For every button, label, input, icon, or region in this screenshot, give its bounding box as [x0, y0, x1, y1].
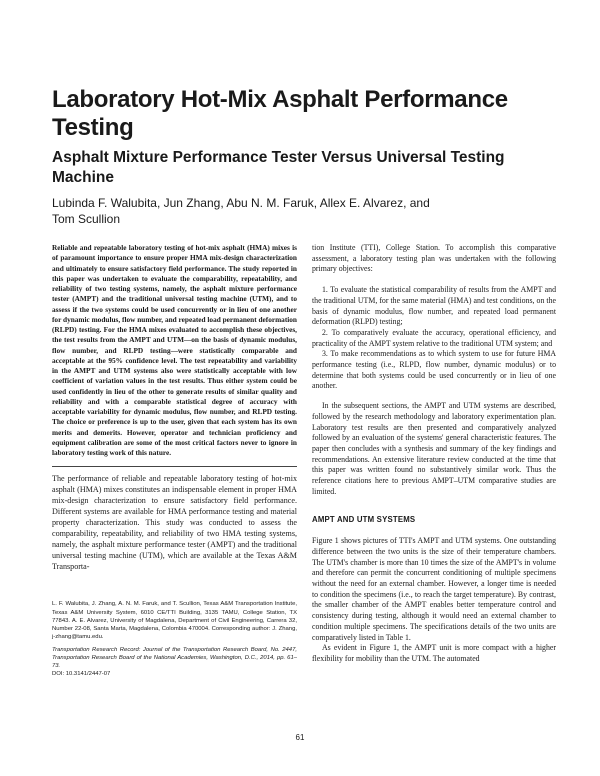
objective-item: 3. To make recommendations as to which system to use for future HMA performance testing (i.e., RLPD, flow number, dynamic modulus) or to determine that both systems could be used concurrently or in lieu of one another.: [312, 349, 556, 391]
objectives-list: [312, 285, 556, 392]
mobility-paragraph: As evident in Figure 1, the AMPT unit is more compact with a higher flexibility for mobility than the UTM. The automated: [312, 643, 556, 663]
abstract: Reliable and repeatable laboratory testing of hot-mix asphalt (HMA) mixes is of paramount importance to ensure proper HMA mix-design characterization and ultimately to ensure satisfactory field performance. The study reported in this paper was undertaken to evaluate the comparability, repeatability, and reliability of two testing systems, namely, the asphalt mixture performance tester (AMPT) and the traditional universal testing machine (UTM), and to assess if the two systems could be used concurrently or in lieu of one another for dynamic modulus, flow number, and repeated load permanent deformation (RLPD) testing. For the HMA mixes evaluated to accomplish these objectives, the test results from the AMPT and UTM—on the basis of dynamic modulus, flow number, and RLPD testing—were statistically comparable and acceptable at the 95% confidence level. The test repeatability and variability in the AMPT and UTM systems also were statistically acceptable with low coefficient of variation values in the test results. Thus either system could be used confidently in lieu of the other to generate results of similar quality and reliability and with a comparable statistical degree of accuracy with acceptable variability for dynamic modulus, flow number, and RLPD testing. The choice or preference is up to the user, given that each system has its own merits and demerits. However, operator and technician proficiency and equipment calibration are some of the most critical factors never to ignore in laboratory testing work of this nature.: [52, 243, 297, 457]
abstract-divider: [52, 466, 297, 467]
objective-item: 2. To comparatively evaluate the accuracy, operational efficiency, and practicality of the AMPT system relative to the traditional UTM system; and: [312, 327, 556, 348]
page-number: 61: [295, 733, 305, 742]
systems-paragraph: Figure 1 shows pictures of TTI's AMPT and UTM systems. One outstanding difference between the two units is the size of their temperature chambers. The UTM's chamber is more than 10 times the size of the AMPT's in volume and therefore can permit the concurrent conditioning of multiple specimens without the need for an external chamber. However, a longer time is needed to condition the specimens (i.e., to reach the target temperature). By contrast, the smaller chamber of the AMPT enables better temperature control and consistency during testing, although it would need an external chamber to condition multiple specimens. The specifications details of the two units are comparatively listed in Table 1.: [312, 536, 556, 642]
paper-subtitle: Asphalt Mixture Performance Tester Versus Universal Testing Machine: [52, 149, 505, 186]
title-block: [52, 86, 552, 188]
intro-paragraph: The performance of reliable and repeatable laboratory testing of hot-mix asphalt (HMA) mixes constitutes an indispensable element in proper HMA mix-design characterization to ensure satisfactory field performance. Different systems are available for HMA performance testing and material property characterization. This study was conducted to assess the comparability, repeatability, and reliability of two HMA testing systems, namely, the asphalt mixture performance tester (AMPT) and the traditional universal testing machine (UTM), which are available at the Texas A&M Transporta-: [52, 474, 297, 571]
structure-paragraph: In the subsequent sections, the AMPT and UTM systems are described, followed by the research methodology and laboratory experimentation plan. Laboratory test results are then presented and comparatively analyzed followed by an evaluation of the systems' general characteristic features. The paper then concludes with a synthesis and summary of the key findings and recommendations. An extensive literature review conducted at the time that this paper was written found no substantively similar work. Thus the reference citations here to previous AMPT–UTM comparative studies are limited.: [312, 401, 556, 496]
author-list: Lubinda F. Walubita, Jun Zhang, Abu N. M. Faruk, Allex E. Alvarez, and Tom Scullion: [52, 196, 430, 226]
citation-note: Transportation Research Record: Journal of the Transportation Research Board, No. 2447, Transportation Research Board of the National Academies, Washington, D.C., 2014, pp. 61–73.: [52, 646, 297, 670]
right-column: [312, 243, 556, 665]
paper-title: Laboratory Hot-Mix Asphalt Performance Testing: [52, 86, 508, 141]
author-affiliations: L. F. Walubita, J. Zhang, A. N. M. Faruk, and T. Scullion, Texas A&M Transportation Institute, Texas A&M University System, 6010 CE/TTI Building, 3135 TAMU, College Station, TX 77843. A. E. Alvarez, University of Magdalena, Department of Civil Engineering, Carrera 32, Number 22-08, Santa Marta, Magdalena, Colombia 470004. Corresponding author: J. Zhang, j-zhang@tamu.edu.: [52, 601, 297, 640]
section-heading: AMPT AND UTM SYSTEMS: [312, 515, 416, 525]
objective-item: 1. To evaluate the statistical comparability of results from the AMPT and the traditional UTM, for the same material (HMA) and test conditions, on the basis of dynamic modulus, flow number, and repeated load permanent deformation (RLPD) testing;: [312, 285, 556, 327]
doi-note: DOI: 10.3141/2447-07: [52, 671, 111, 678]
left-column: [52, 243, 297, 678]
intro-continuation: tion Institute (TTI), College Station. To accomplish this comparative assessment, a laboratory testing plan was undertaken with the following primary objectives:: [312, 243, 556, 274]
